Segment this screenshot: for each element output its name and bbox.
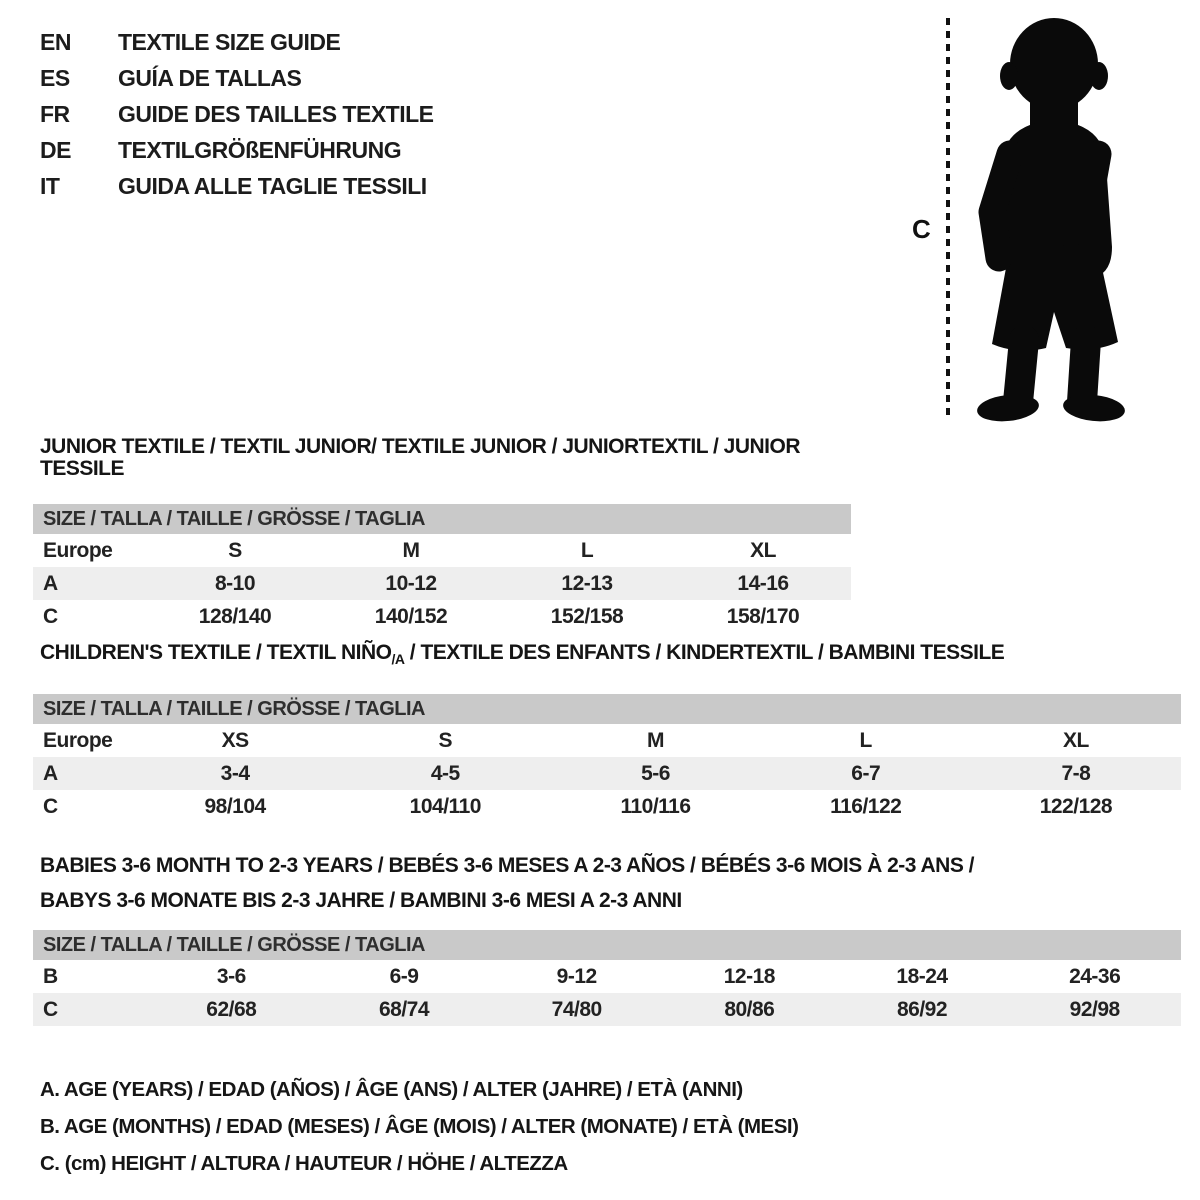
row-label: Europe	[43, 728, 113, 752]
height-cell: 98/104	[204, 794, 266, 818]
toddler-silhouette-icon	[962, 12, 1140, 422]
language-row-de	[40, 132, 434, 168]
size-cell: XL	[750, 538, 776, 562]
height-measure-line	[944, 18, 952, 418]
height-cell: 86/92	[896, 997, 948, 1021]
row-label: C	[43, 794, 58, 818]
language-code: DE	[40, 136, 71, 163]
section-babies-textile	[33, 846, 1181, 1026]
children-title-rest: / TEXTILE DES ENFANTS / KINDERTEXTIL / BAMBINI TESSILE	[404, 641, 1005, 664]
height-cell: 140/152	[374, 604, 448, 628]
children-size-header	[33, 694, 1181, 724]
row-label: A	[43, 761, 58, 785]
table-row-height	[33, 993, 1181, 1026]
children-title-main: CHILDREN'S TEXTILE / TEXTIL NIÑO	[40, 641, 392, 664]
size-cell: L	[859, 728, 872, 752]
junior-section-title: JUNIOR TEXTILE / TEXTIL JUNIOR/ TEXTILE JUNIOR / JUNIORTEXTIL / JUNIOR TESSILE	[40, 435, 800, 480]
height-cell: 116/122	[830, 794, 902, 818]
age-cell: 10-12	[385, 571, 437, 595]
babies-section-title	[33, 848, 1181, 918]
table-row-age	[33, 567, 851, 600]
footnote-height-cm: C. (cm) HEIGHT / ALTURA / HAUTEUR / HÖHE / ALTEZZA	[40, 1152, 568, 1175]
age-cell: 9-12	[556, 964, 597, 988]
toddler-figure	[890, 0, 1200, 440]
height-cell: 104/110	[409, 794, 481, 818]
table-row-europe	[33, 534, 851, 567]
age-cell: 14-16	[737, 571, 789, 595]
size-header-label: SIZE / TALLA / TAILLE / GRÖSSE / TAGLIA	[43, 933, 425, 956]
row-label: C	[43, 604, 58, 628]
guide-title-es: GUÍA DE TALLAS	[118, 64, 302, 91]
footnote-age-years: A. AGE (YEARS) / EDAD (AÑOS) / ÂGE (ANS) / ALTER (JAHRE) / ETÀ (ANNI)	[40, 1078, 743, 1101]
row-label: A	[43, 571, 58, 595]
table-row-height	[33, 790, 1181, 823]
language-row-en	[40, 24, 434, 60]
guide-title-de: TEXTILGRÖßENFÜHRUNG	[118, 136, 402, 163]
height-cell: 80/86	[724, 997, 775, 1021]
height-cell: 152/158	[550, 604, 624, 628]
legend-footnotes	[40, 1071, 798, 1182]
size-cell: M	[647, 728, 664, 752]
babies-title-line2: BABYS 3-6 MONATE BIS 2-3 JAHRE / BAMBINI 3-6 MESI A 2-3 ANNI	[40, 889, 682, 912]
height-cell: 110/116	[620, 794, 691, 818]
size-cell: XS	[221, 728, 249, 752]
section-junior-textile	[33, 436, 851, 633]
height-measure-label: C	[912, 214, 931, 244]
babies-size-header	[33, 930, 1181, 960]
age-cell: 8-10	[214, 571, 256, 595]
height-cell: 62/68	[206, 997, 257, 1021]
section-childrens-textile	[33, 642, 1181, 823]
size-cell: S	[438, 728, 453, 752]
age-cell: 6-9	[389, 964, 419, 988]
age-cell: 18-24	[896, 964, 948, 988]
language-code: FR	[40, 100, 70, 127]
row-label: Europe	[43, 538, 113, 562]
height-cell: 128/140	[198, 604, 272, 628]
language-row-fr	[40, 96, 434, 132]
size-cell: XL	[1062, 728, 1089, 752]
age-cell: 3-6	[216, 964, 246, 988]
age-cell: 12-18	[723, 964, 775, 988]
table-row-europe	[33, 724, 1181, 757]
height-cell: 122/128	[1039, 794, 1113, 818]
children-title-sub: /A	[391, 651, 405, 668]
table-row-age-months	[33, 960, 1181, 993]
age-cell: 5-6	[641, 761, 670, 785]
size-cell: L	[580, 538, 594, 562]
age-cell: 3-4	[220, 761, 250, 785]
row-label: B	[43, 964, 58, 988]
height-cell: 158/170	[726, 604, 800, 628]
age-cell: 12-13	[561, 571, 613, 595]
guide-title-it: GUIDA ALLE TAGLIE TESSILI	[118, 172, 427, 199]
size-cell: M	[402, 538, 420, 562]
height-cell: 92/98	[1069, 997, 1120, 1021]
age-cell: 24-36	[1069, 964, 1121, 988]
language-row-it	[40, 168, 434, 204]
language-title-list	[40, 24, 434, 204]
size-header-label: SIZE / TALLA / TAILLE / GRÖSSE / TAGLIA	[43, 697, 425, 720]
height-cell: 74/80	[551, 997, 602, 1021]
language-code: ES	[40, 64, 70, 91]
age-cell: 7-8	[1061, 761, 1091, 785]
footnote-age-months: B. AGE (MONTHS) / EDAD (MESES) / ÂGE (MOIS) / ALTER (MONATE) / ETÀ (MESI)	[40, 1115, 799, 1138]
language-code: IT	[40, 172, 60, 199]
language-row-es	[40, 60, 434, 96]
row-label: C	[43, 997, 58, 1021]
size-header-label: SIZE / TALLA / TAILLE / GRÖSSE / TAGLIA	[43, 507, 425, 530]
guide-title-en: TEXTILE SIZE GUIDE	[118, 28, 341, 55]
table-row-height	[33, 600, 851, 633]
junior-size-header	[33, 504, 851, 534]
age-cell: 6-7	[851, 761, 881, 785]
guide-title-fr: GUIDE DES TAILLES TEXTILE	[118, 100, 434, 127]
language-code: EN	[40, 28, 71, 55]
age-cell: 4-5	[430, 761, 460, 785]
height-cell: 68/74	[378, 997, 430, 1021]
children-section-title	[40, 642, 1181, 670]
size-cell: S	[228, 538, 242, 562]
babies-title-line1: BABIES 3-6 MONTH TO 2-3 YEARS / BEBÉS 3-6 MESES A 2-3 AÑOS / BÉBÉS 3-6 MOIS À 2-3 ANS /	[40, 854, 975, 877]
table-row-age	[33, 757, 1181, 790]
